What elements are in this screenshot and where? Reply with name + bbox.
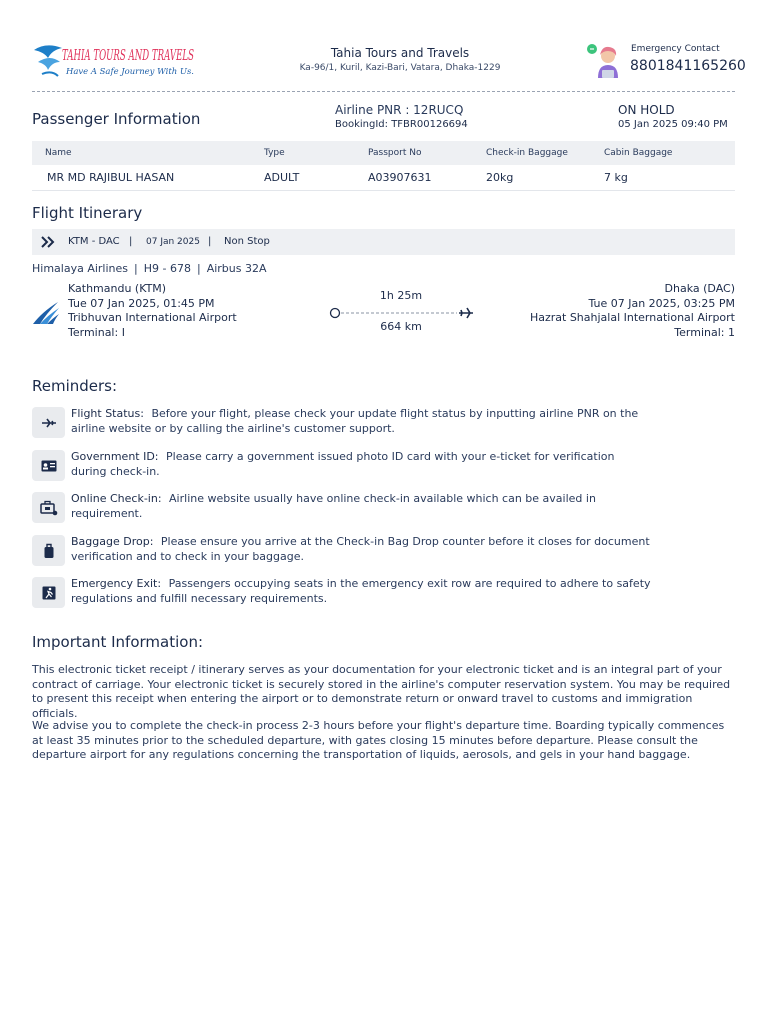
double-chevron-right-icon: [40, 234, 56, 253]
airplane-icon: [32, 407, 65, 438]
table-row: [32, 166, 735, 191]
route-code: KTM - DAC: [68, 236, 120, 247]
baggage-icon: [32, 535, 65, 566]
company-logo: [32, 40, 212, 82]
checkin-baggage: 20kg: [486, 171, 514, 184]
reminder-text: Airline website usually have online check-in available which can be availed in requirement.: [71, 492, 596, 520]
reminder-heading: Baggage Drop:: [71, 535, 154, 548]
booking-status: ON HOLD: [618, 103, 675, 117]
cabin-baggage: 7 kg: [604, 171, 628, 184]
reminder-text: Passengers occupying seats in the emergency exit row are required to adhere to safety regulations and fulfill necessary requirements.: [71, 577, 651, 605]
emergency-phone[interactable]: 8801841165260: [630, 58, 746, 74]
flight-distance: 664 km: [380, 320, 422, 333]
logo-tagline: Have A Safe Journey With Us.: [65, 67, 194, 77]
header-divider: [32, 91, 735, 92]
agency-info: [250, 46, 550, 73]
flight-number: H9 - 678: [143, 262, 191, 275]
airline-logo-icon: [32, 298, 60, 326]
reminder-text: Before your flight, please check your update flight status by inputting airline PNR on the airline website or by calling the airline's customer support.: [71, 407, 639, 435]
passenger-table-header: [32, 141, 735, 165]
column-header-passport: Passport No: [368, 148, 422, 158]
passport-number: A03907631: [368, 171, 432, 184]
reminder-heading: Emergency Exit:: [71, 577, 162, 590]
column-header-type: Type: [264, 148, 285, 158]
arrival-airport: Hazrat Shahjalal International Airport: [529, 311, 735, 324]
reminder-heading: Online Check-in:: [71, 492, 162, 505]
passenger-type: ADULT: [264, 171, 300, 184]
column-header-cabin-baggage: Cabin Baggage: [604, 148, 673, 158]
booking-status-date: 05 Jan 2025 09:40 PM: [618, 119, 728, 130]
logo-text: TAHIA TOURS AND TRAVELS: [62, 46, 194, 64]
airplane-icon: [459, 308, 473, 318]
departure-datetime: Tue 07 Jan 2025, 01:45 PM: [68, 296, 215, 310]
passenger-name: MR MD RAJIBUL HASAN: [47, 171, 175, 184]
airline-pnr: Airline PNR : 12RUCQ: [335, 103, 464, 117]
important-info-title: Important Information:: [32, 633, 204, 651]
flight-path-graphic: [329, 305, 475, 319]
important-paragraph: We advise you to complete the check-in process 2-3 hours before your flight's departure time. Boarding typically commences at least 35 minutes prior to the scheduled departure, with gates closing 15 minutes before departure. Please consult the departure airport for any regulations concerning the transportation of liquids, aerosols, and gels in your hand baggage.: [32, 719, 725, 761]
departure-info: [68, 282, 237, 340]
agency-name: Tahia Tours and Travels: [330, 46, 470, 60]
arrival-city: Dhaka (DAC): [664, 282, 735, 295]
passenger-section-title: Passenger Information: [32, 110, 201, 128]
reminder-heading: Government ID:: [71, 450, 159, 463]
airline-name: Himalaya Airlines: [32, 262, 129, 275]
route-summary-bar: KTM - DAC | 07 Jan 2025 | Non Stop: [32, 229, 735, 255]
column-header-checkin-baggage: Check-in Baggage: [486, 148, 568, 158]
reminder-text: Please ensure you arrive at the Check-in Bag Drop counter before it closes for document verification and to check in your baggage.: [71, 535, 650, 563]
id-card-icon: [32, 450, 65, 481]
stops-info: Non Stop: [224, 236, 270, 247]
flight-date: 07 Jan 2025: [146, 237, 200, 247]
important-paragraph: This electronic ticket receipt / itinerary serves as your documentation for your electronic ticket and is an integral part of your contract of carriage. Your electronic ticket is securely stored in the airline's computer reservation system. You may be required to present this receipt when entering the airport or to demonstrate return or onward travel to customs and immigration officials.: [32, 663, 731, 720]
flight-duration: 1h 25m: [379, 289, 423, 302]
booking-id: BookingId: TFBR00126694: [335, 119, 468, 130]
airline-details: Himalaya Airlines | H9 - 678 | Airbus 32A: [32, 262, 267, 275]
arrival-datetime: Tue 07 Jan 2025, 03:25 PM: [588, 296, 735, 310]
column-header-name: Name: [45, 148, 72, 158]
departure-terminal: Terminal: I: [68, 325, 125, 339]
reminders-title: Reminders:: [32, 377, 118, 395]
departure-airport: Tribhuvan International Airport: [68, 311, 237, 324]
arrival-info: [530, 282, 735, 340]
reminder-text: Please carry a government issued photo ID card with your e-ticket for verification during check-in.: [71, 450, 615, 478]
agency-address: Ka-96/1, Kuril, Kazi-Bari, Vatara, Dhaka-1229: [299, 63, 501, 73]
arrival-terminal: Terminal: 1: [674, 325, 735, 339]
reminder-heading: Flight Status:: [71, 407, 144, 420]
support-agent-icon: [586, 42, 626, 80]
emergency-exit-icon: [32, 577, 65, 608]
departure-city: Kathmandu (KTM): [68, 282, 167, 295]
emergency-contact-label: Emergency Contact: [631, 44, 720, 54]
aircraft-type: Airbus 32A: [206, 262, 267, 275]
online-checkin-icon: [32, 492, 65, 523]
itinerary-section-title: Flight Itinerary: [32, 204, 143, 222]
